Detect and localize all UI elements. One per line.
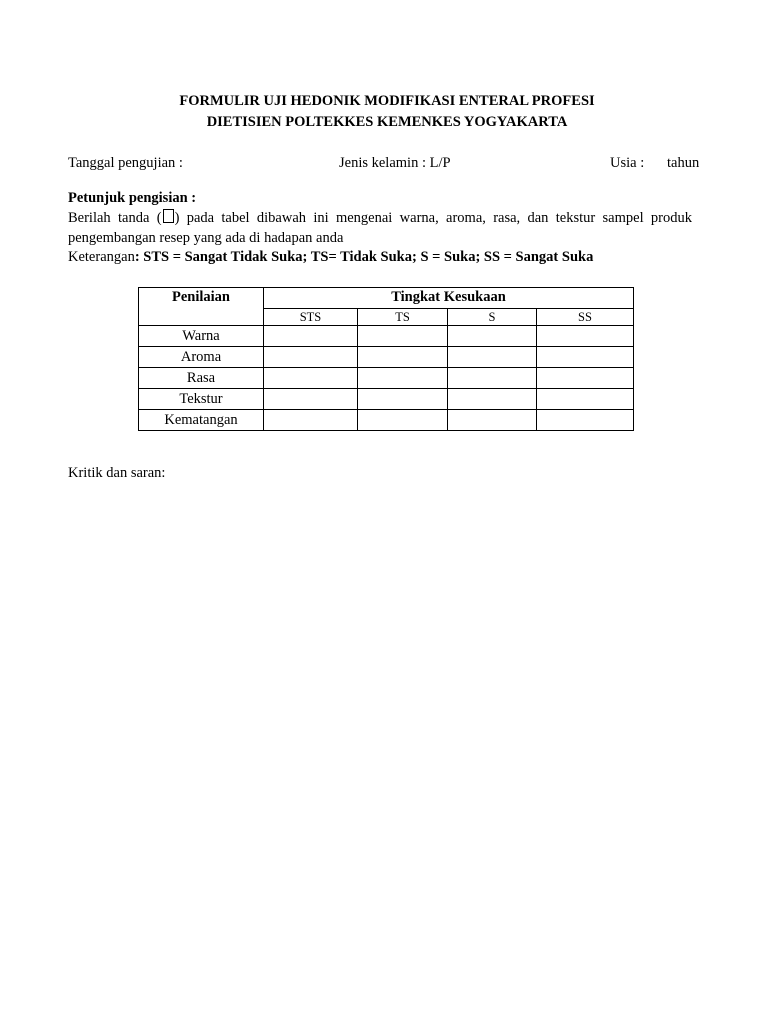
legend-text: : STS = Sangat Tidak Suka; TS= Tidak Suka; S = Suka; SS = Sangat Suka	[134, 249, 594, 265]
assessment-header: Penilaian	[139, 288, 264, 326]
table-row	[139, 410, 634, 431]
rating-cell[interactable]	[264, 389, 358, 410]
row-label-kematangan: Kematangan	[139, 410, 264, 431]
rating-cell[interactable]	[358, 326, 448, 347]
row-label-tekstur: Tekstur	[139, 389, 264, 410]
scale-header-ss: SS	[537, 309, 634, 326]
rating-cell[interactable]	[448, 326, 537, 347]
rating-cell[interactable]	[264, 326, 358, 347]
row-label-warna: Warna	[139, 326, 264, 347]
table-row	[139, 368, 634, 389]
rating-cell[interactable]	[358, 410, 448, 431]
scale-header-s: S	[448, 309, 537, 326]
rating-cell[interactable]	[537, 347, 634, 368]
instructions-line-1	[68, 208, 692, 228]
rating-cell[interactable]	[537, 368, 634, 389]
table-row	[139, 347, 634, 368]
rating-cell[interactable]	[358, 347, 448, 368]
rating-cell[interactable]	[537, 326, 634, 347]
instructions-line-2: pengembangan resep yang ada di hadapan anda	[68, 230, 344, 246]
rating-cell[interactable]	[358, 368, 448, 389]
scale-header-sts: STS	[264, 309, 358, 326]
rating-cell[interactable]	[537, 389, 634, 410]
instructions-text-after: ) pada tabel dibawah ini mengenai warna, aroma, rasa, dan tekstur sampel produk	[174, 210, 692, 226]
table-row	[139, 326, 634, 347]
row-label-aroma: Aroma	[139, 347, 264, 368]
instructions-text-before: Berilah tanda (	[68, 210, 162, 226]
rating-cell[interactable]	[264, 368, 358, 389]
form-title-line-2: DIETISIEN POLTEKKES KEMENKES YOGYAKARTA	[206, 114, 568, 130]
row-label-rasa: Rasa	[139, 368, 264, 389]
scale-header-ts: TS	[358, 309, 448, 326]
age-unit: tahun	[667, 155, 700, 171]
legend-label: Keterangan	[68, 249, 135, 265]
feedback-label: Kritik dan saran:	[68, 465, 166, 481]
gender-label: Jenis kelamin : L/P	[339, 155, 451, 171]
rating-cell[interactable]	[264, 410, 358, 431]
test-date-label: Tanggal pengujian :	[68, 155, 183, 171]
age-label: Usia :	[610, 155, 645, 171]
preference-level-header: Tingkat Kesukaan	[264, 288, 634, 309]
checkmark-placeholder-icon	[163, 209, 174, 223]
rating-cell[interactable]	[537, 410, 634, 431]
table-row	[139, 389, 634, 410]
rating-cell[interactable]	[448, 368, 537, 389]
rating-cell[interactable]	[448, 389, 537, 410]
form-title-line-1: FORMULIR UJI HEDONIK MODIFIKASI ENTERAL PROFESI	[179, 93, 595, 109]
rating-cell[interactable]	[448, 410, 537, 431]
legend-line	[68, 249, 593, 266]
rating-cell[interactable]	[264, 347, 358, 368]
hedonic-rating-table	[138, 287, 634, 431]
instructions-heading: Petunjuk pengisian :	[68, 190, 197, 206]
rating-cell[interactable]	[448, 347, 537, 368]
rating-cell[interactable]	[358, 389, 448, 410]
